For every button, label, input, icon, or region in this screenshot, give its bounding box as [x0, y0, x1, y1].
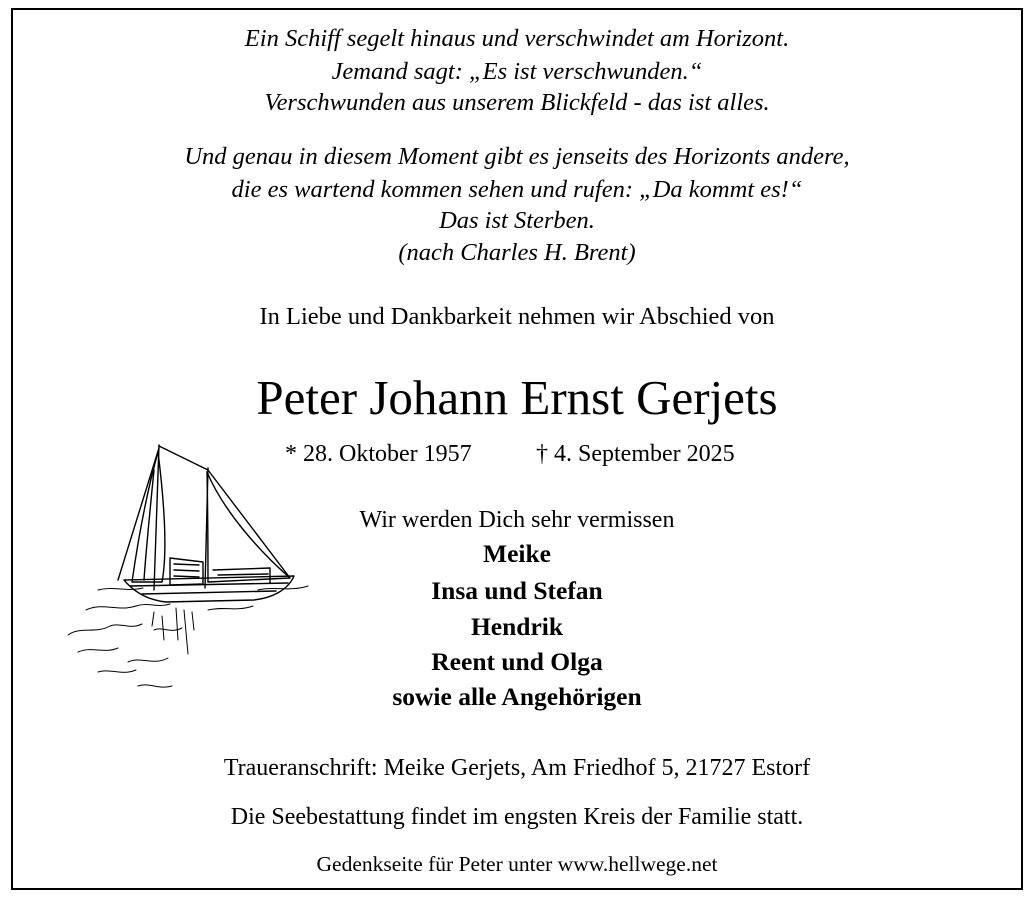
poem-line: Jemand sagt: „Es ist verschwunden.“	[331, 58, 703, 85]
memorial-page-link[interactable]: Gedenkseite für Peter unter www.hellwege.net	[316, 852, 718, 876]
mourner-name: Insa und Stefan	[431, 576, 603, 605]
poem-line: Verschwunden aus unserem Blickfeld - das ist alles.	[264, 89, 770, 116]
poem-attribution: (nach Charles H. Brent)	[398, 239, 636, 266]
birth-date: * 28. Oktober 1957	[285, 441, 472, 467]
mourner-name: sowie alle Angehörigen	[392, 682, 642, 711]
mourner-name: Reent und Olga	[431, 647, 603, 676]
poem-line: die es wartend kommen sehen und rufen: „Da kommt es!“	[231, 176, 803, 203]
intro-text: In Liebe und Dankbarkeit nehmen wir Abschied von	[259, 303, 775, 330]
death-date: † 4. September 2025	[536, 441, 735, 467]
mourning-address: Traueranschrift: Meike Gerjets, Am Friedhof 5, 21727 Estorf	[223, 755, 811, 781]
deceased-name: Peter Johann Ernst Gerjets	[256, 370, 778, 425]
mourner-name: Meike	[483, 539, 551, 568]
mourner-name: Hendrik	[470, 612, 564, 641]
funeral-note: Die Seebestattung findet im engsten Kreis der Familie statt.	[230, 804, 804, 830]
poem-line: Ein Schiff segelt hinaus und verschwindet am Horizont.	[244, 25, 790, 52]
farewell-text: Wir werden Dich sehr vermissen	[359, 507, 675, 533]
poem-line: Das ist Sterben.	[439, 207, 595, 234]
poem-line: Und genau in diesem Moment gibt es jenseits des Horizonts andere,	[184, 143, 850, 170]
